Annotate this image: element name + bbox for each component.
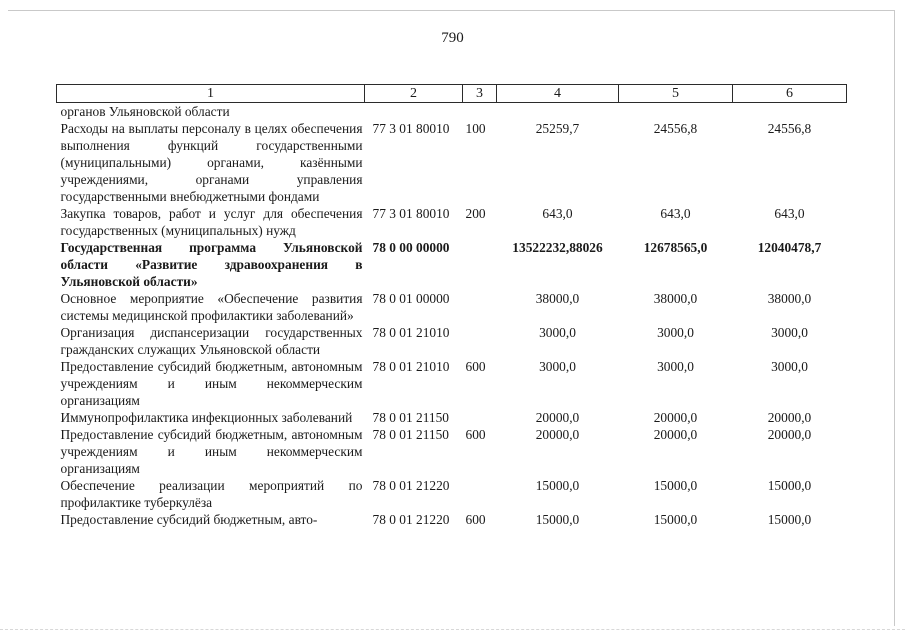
- row-expense-type: [463, 103, 497, 121]
- row-value-col-6: 20000,0: [767, 410, 812, 425]
- row-value-col-6: 20000,0: [767, 427, 812, 442]
- row-name: органов Ульяновской области: [60, 104, 230, 119]
- row-value-col-5: 15000,0: [653, 478, 698, 493]
- table-row: [57, 477, 847, 511]
- header-col-5: 5: [619, 85, 733, 103]
- row-name: Закупка товаров, работ и услуг для обеспечения государственных (муниципальных) нужд: [60, 206, 363, 238]
- row-value-col-5: 3000,0: [657, 325, 694, 340]
- row-target-code: 78 0 00 00000: [372, 240, 450, 255]
- row-expense-type: [463, 290, 497, 324]
- row-name: Основное мероприятие «Обеспечение развития системы медицинской профилактики заболеваний»: [60, 291, 363, 323]
- row-name: Организация диспансеризации государственных гражданских служащих Ульяновской области: [60, 325, 363, 357]
- row-value-col-4: 15000,0: [535, 478, 580, 493]
- row-expense-type: [463, 409, 497, 426]
- budget-table: [56, 84, 847, 528]
- row-target-code: 78 0 01 21220: [372, 478, 450, 493]
- row-name: Иммунопрофилактика инфекционных заболеваний: [60, 410, 353, 425]
- row-value-col-6: 12040478,7: [757, 240, 822, 255]
- row-value-col-4: 20000,0: [535, 427, 580, 442]
- row-value-col-4: 15000,0: [535, 512, 580, 527]
- table-row: [57, 205, 847, 239]
- row-value-col-5: 20000,0: [653, 427, 698, 442]
- row-value-col-5: 12678565,0: [643, 240, 708, 255]
- row-target-code: 78 0 01 21220: [372, 512, 450, 527]
- row-value-col-6: 38000,0: [767, 291, 812, 306]
- table-body: [57, 103, 847, 529]
- row-value-col-5: 20000,0: [653, 410, 698, 425]
- header-col-4: 4: [497, 85, 619, 103]
- page-number: 790: [441, 30, 464, 46]
- row-value-col-5: [619, 103, 733, 121]
- row-value-col-6: [733, 103, 847, 121]
- row-expense-type: 600: [465, 427, 486, 442]
- table-row: [57, 511, 847, 528]
- row-expense-type: [463, 324, 497, 358]
- table-row: [57, 290, 847, 324]
- row-target-code: [365, 103, 463, 121]
- table-header: [57, 85, 847, 103]
- row-value-col-5: 38000,0: [653, 291, 698, 306]
- row-target-code: 78 0 01 21150: [372, 410, 449, 425]
- row-expense-type: 100: [465, 121, 486, 136]
- row-value-col-6: 643,0: [774, 206, 805, 221]
- row-name: Предоставление субсидий бюджетным, автономным учреждениям и иным некоммерческим организациям: [60, 359, 363, 408]
- row-target-code: 77 3 01 80010: [372, 206, 450, 221]
- table-row: [57, 103, 847, 121]
- header-col-1: 1: [57, 85, 365, 103]
- row-value-col-4: 13522232,88026: [512, 240, 603, 255]
- row-name: Предоставление субсидий бюджетным, авто-: [60, 512, 318, 527]
- row-value-col-5: 24556,8: [653, 121, 698, 136]
- row-expense-type: 600: [465, 359, 486, 374]
- table-row: [57, 358, 847, 409]
- row-target-code: 78 0 01 21150: [372, 427, 449, 442]
- table-row: [57, 426, 847, 477]
- row-value-col-4: 3000,0: [539, 359, 576, 374]
- row-expense-type: [463, 477, 497, 511]
- row-value-col-5: 3000,0: [657, 359, 694, 374]
- row-value-col-6: 3000,0: [771, 325, 808, 340]
- header-col-6: 6: [733, 85, 847, 103]
- row-expense-type: 600: [465, 512, 486, 527]
- header-col-3: 3: [463, 85, 497, 103]
- table-row: [57, 239, 847, 290]
- row-value-col-6: 15000,0: [767, 478, 812, 493]
- row-name: Обеспечение реализации мероприятий по профилактике туберкулёза: [60, 478, 363, 510]
- row-value-col-5: 643,0: [660, 206, 691, 221]
- row-value-col-4: 38000,0: [535, 291, 580, 306]
- header-row: [57, 85, 847, 103]
- row-name: Государственная программа Ульяновской области «Развитие здравоохранения в Ульяновской области»: [60, 240, 363, 289]
- bottom-scan-line: [0, 629, 905, 630]
- row-target-code: 77 3 01 80010: [372, 121, 450, 136]
- row-value-col-4: 20000,0: [535, 410, 580, 425]
- row-expense-type: [463, 239, 497, 290]
- row-value-col-4: [497, 103, 619, 121]
- row-expense-type: 200: [465, 206, 486, 221]
- row-name: Предоставление субсидий бюджетным, автономным учреждениям и иным некоммерческим организациям: [60, 427, 363, 476]
- row-value-col-5: 15000,0: [653, 512, 698, 527]
- row-value-col-4: 25259,7: [535, 121, 580, 136]
- table-row: [57, 324, 847, 358]
- table-row: [57, 409, 847, 426]
- header-col-2: 2: [365, 85, 463, 103]
- row-name: Расходы на выплаты персоналу в целях обеспечения выполнения функций государственными (муниципальными) органами, казёнными учреждениями, органами управления государственными внебюджетными фондами: [60, 121, 363, 204]
- row-value-col-6: 24556,8: [767, 121, 812, 136]
- row-value-col-6: 3000,0: [771, 359, 808, 374]
- table-row: [57, 120, 847, 205]
- row-target-code: 78 0 01 21010: [372, 325, 450, 340]
- row-value-col-6: 15000,0: [767, 512, 812, 527]
- row-value-col-4: 643,0: [542, 206, 573, 221]
- row-value-col-4: 3000,0: [539, 325, 576, 340]
- row-target-code: 78 0 01 21010: [372, 359, 450, 374]
- row-target-code: 78 0 01 00000: [372, 291, 450, 306]
